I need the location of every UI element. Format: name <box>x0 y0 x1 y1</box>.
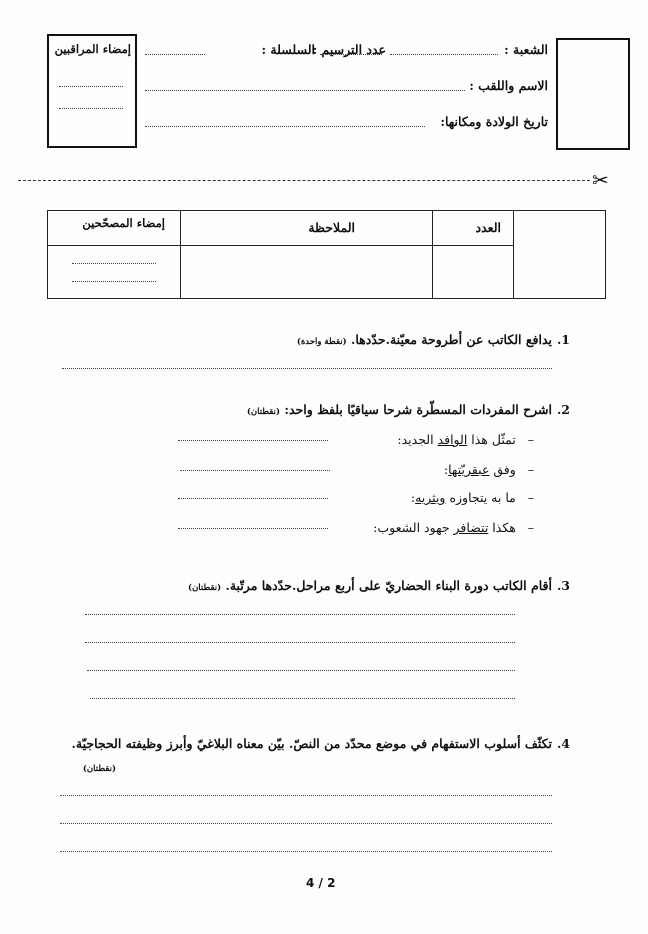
vocab-item: – وفق عبقريّتها: <box>443 462 534 477</box>
series-field[interactable] <box>145 54 205 55</box>
grader-signature-line <box>72 281 156 282</box>
answer-line[interactable] <box>87 670 515 671</box>
shoaba-field[interactable] <box>390 54 498 55</box>
graders-header: إمضاء المصحّحين <box>82 216 165 230</box>
vocab-item: – ما به يتجاوزه ويثريه: <box>410 490 534 505</box>
name-label: الاسم واللقب : <box>469 78 548 93</box>
registration-label: عدد الترسيم : <box>312 42 386 57</box>
answer-line[interactable] <box>60 851 552 852</box>
answer-line[interactable] <box>85 642 515 643</box>
series-label: السلسلة : <box>261 42 315 57</box>
grader-signature-line <box>72 263 156 264</box>
shoaba-label: الشعبة : <box>504 42 548 57</box>
question-1-text: يدافع الكاتب عن أطروحة معيّنة.حدّدها. (نقطة واحدة) <box>296 332 552 347</box>
question-4-text: تكثّف أسلوب الاستفهام في موضع محدّد من النصّ. بيّن معناه البلاغيّ وأبرز وظيفته الحجاجيّة. <box>71 736 552 751</box>
vocab-item: – تمثّل هذا الوافد الجديد: <box>397 432 534 447</box>
question-4-points: (نقطتان) <box>82 764 116 774</box>
question-3-number: 3. <box>556 578 570 593</box>
grade-header: العدد <box>475 220 501 235</box>
scissors-icon: ✂ <box>592 168 609 192</box>
signature-line <box>59 108 123 109</box>
answer-line[interactable] <box>178 498 328 499</box>
proctors-signature-box <box>47 34 137 148</box>
answer-line[interactable] <box>90 698 515 699</box>
question-2-number: 2. <box>556 402 570 417</box>
answer-line[interactable] <box>178 440 328 441</box>
birth-label: تاريخ الولادة ومكانها: <box>440 114 548 129</box>
question-3-text: أقام الكاتب دورة البناء الحضاريّ على أربع مراحل.حدّدها مرتّبة. (نقطتان) <box>188 578 552 593</box>
remark-header: الملاحظة <box>308 220 355 235</box>
answer-line[interactable] <box>85 614 515 615</box>
question-2-text: اشرح المفردات المسطّرة شرحا سياقيًا بلفظ واحد: (نقطتان) <box>246 402 552 417</box>
answer-line[interactable] <box>178 528 328 529</box>
question-1-number: 1. <box>556 332 570 347</box>
grading-table <box>47 210 606 299</box>
photo-box <box>556 38 630 150</box>
page-number: 4 / 2 <box>306 876 336 890</box>
answer-line[interactable] <box>62 368 552 369</box>
name-field[interactable] <box>145 90 465 91</box>
signature-line <box>59 86 123 87</box>
birth-field[interactable] <box>145 126 425 127</box>
answer-line[interactable] <box>180 470 330 471</box>
question-4-number: 4. <box>556 736 570 751</box>
vocab-item: – هكذا تتضافر جهود الشعوب: <box>373 520 534 535</box>
cut-line <box>18 180 590 181</box>
answer-line[interactable] <box>60 795 552 796</box>
registration-field[interactable] <box>320 54 382 55</box>
answer-line[interactable] <box>60 823 552 824</box>
proctors-signature-label: إمضاء المراقبين <box>54 42 131 56</box>
